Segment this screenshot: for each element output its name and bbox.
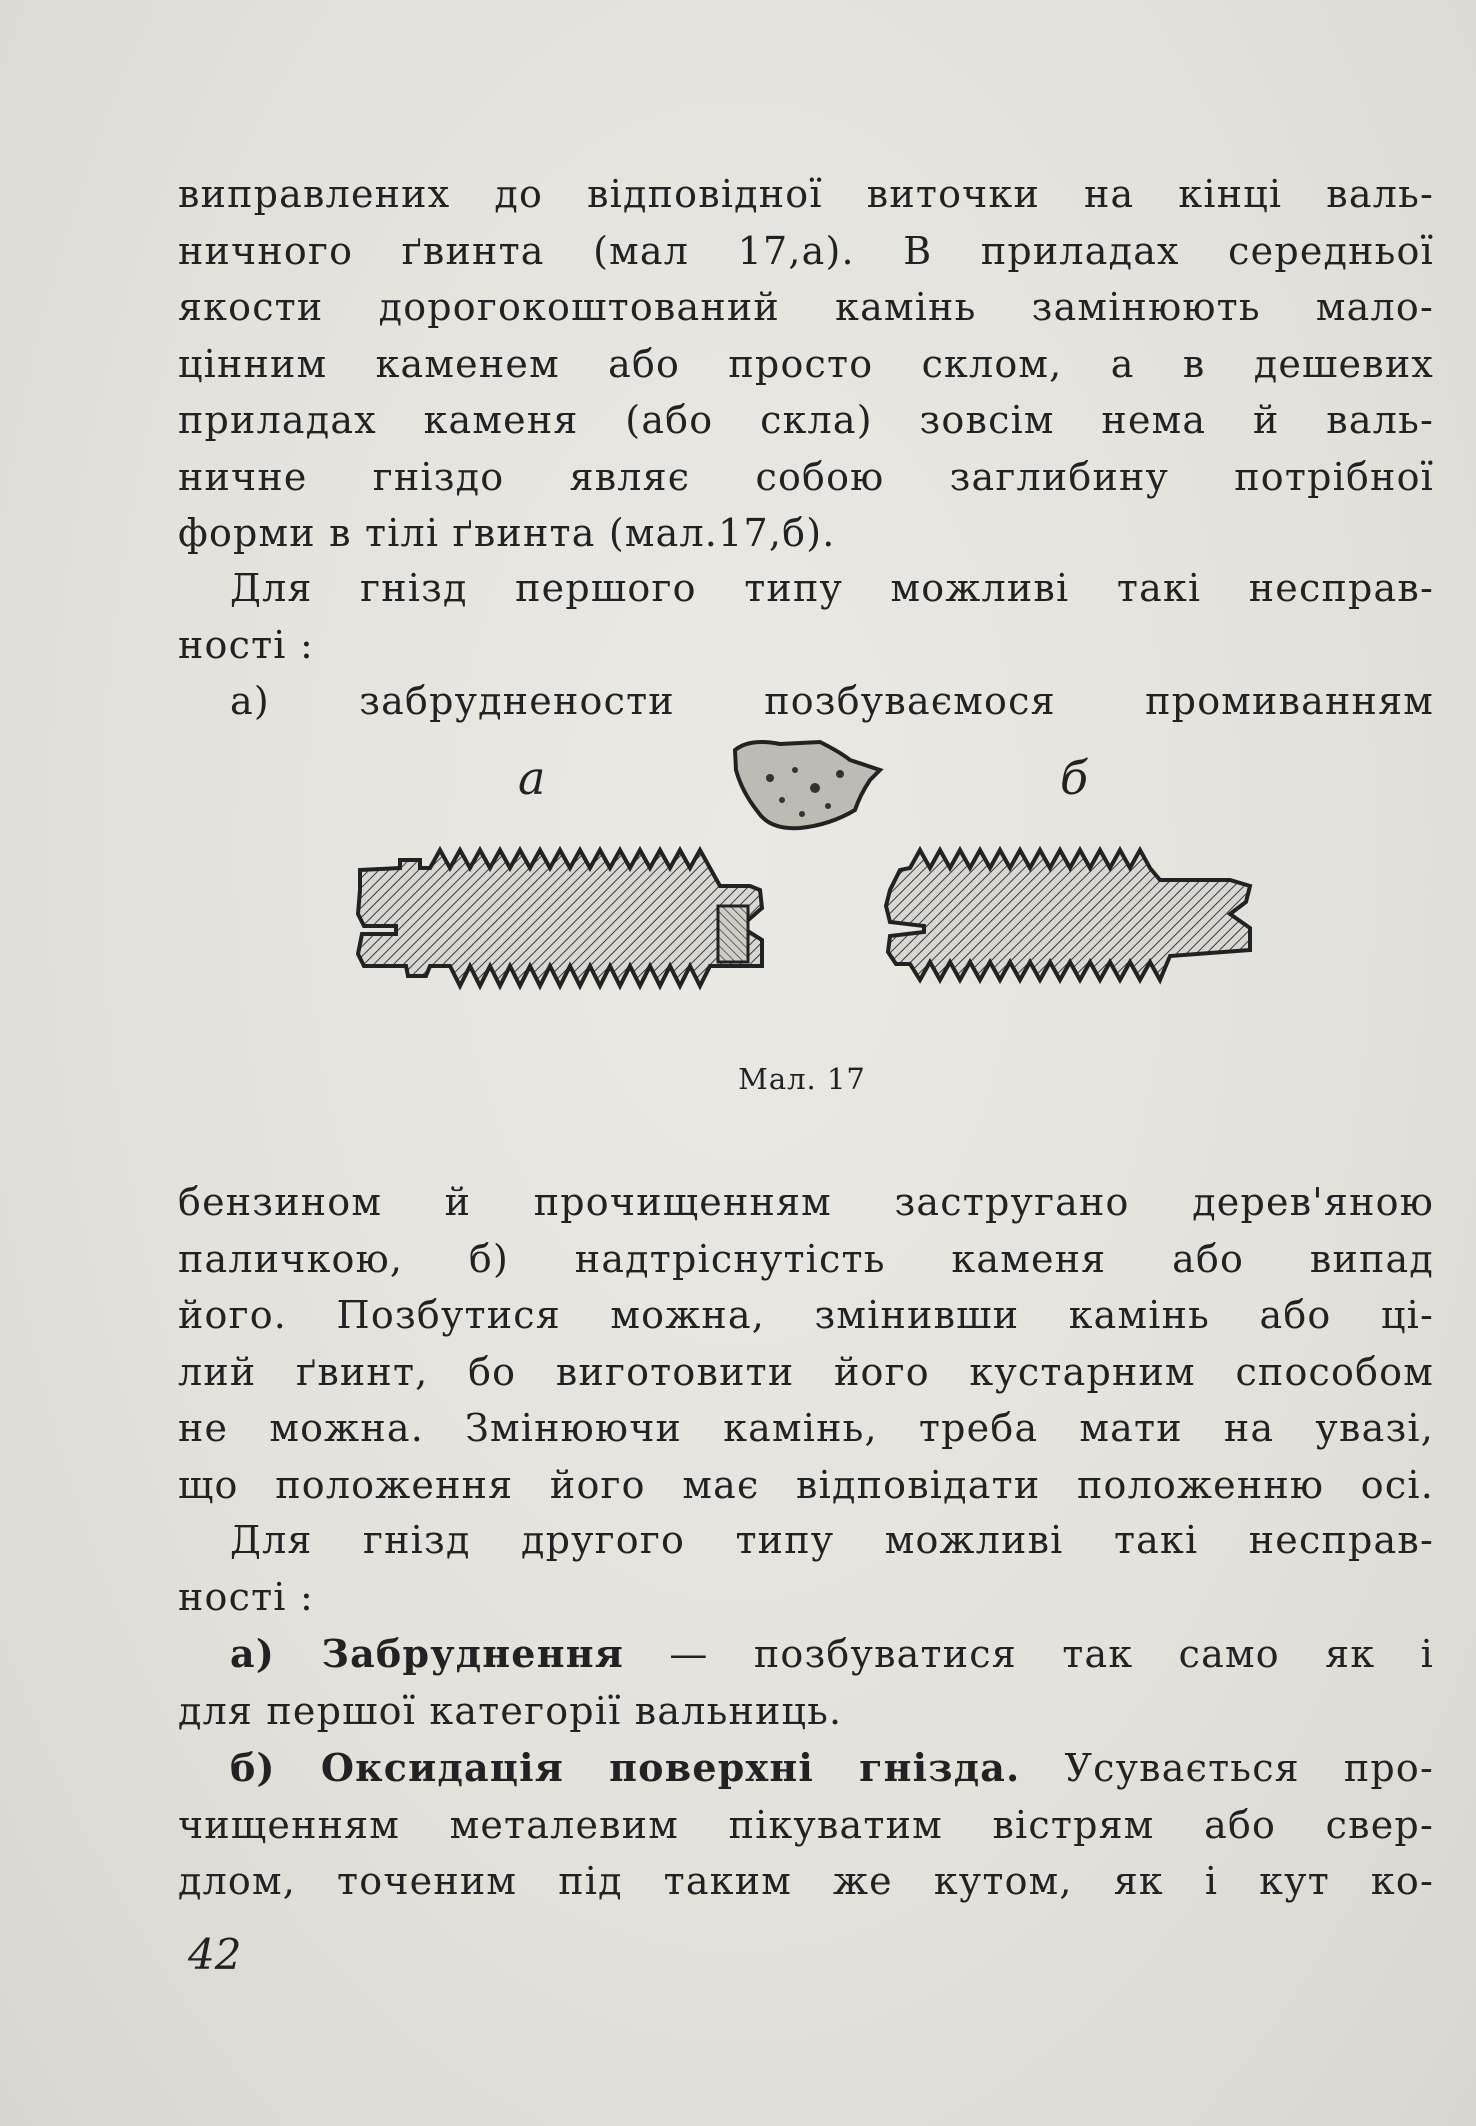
screw-b-icon: [886, 850, 1250, 980]
text-line: паличкою, б) надтріснутість каменя або випад: [178, 1236, 1434, 1281]
paragraph-5: [178, 1626, 1434, 1739]
text-line: не можна. Змінюючи камінь, треба мати на увазі,: [178, 1406, 1434, 1450]
text-line: для першої категорії вальниць.: [178, 1688, 843, 1733]
text-line: цінним каменем або просто склом, а в дешевих: [178, 341, 1434, 386]
bold-heading: а) Забруднення: [230, 1631, 624, 1676]
paragraph-4: [178, 1512, 1434, 1625]
text-line: бензином й прочищенням застругано дерев'яною: [178, 1180, 1434, 1224]
text-line: його. Позбутися можна, змінивши камінь або ці-: [178, 1293, 1434, 1337]
bold-heading: б) Оксидація поверхні гнізда.: [230, 1745, 1021, 1790]
text-line: [178, 1626, 1434, 1683]
text-span: Усувається про-: [1020, 1746, 1434, 1790]
text-line: приладах каменя (або скла) зовсім нема й валь-: [178, 398, 1434, 442]
text-line: форми в тілі ґвинта (мал.17,б).: [178, 511, 836, 555]
text-line: лий ґвинт, бо виготовити його кустарним способом: [178, 1349, 1434, 1394]
paragraph-1: [178, 166, 1434, 562]
text-line: чищенням металевим пікуватим вістрям або свер-: [178, 1802, 1434, 1847]
screw-illustration: [350, 730, 1270, 1030]
text-line: [178, 1740, 1434, 1797]
text-span: — позбуватися так само як і: [624, 1632, 1435, 1676]
text-line: виправлених до відповідної виточки на кінці валь-: [178, 172, 1434, 216]
figure-17: [350, 730, 1270, 1030]
text-line: ничне гніздо являє собою заглибину потрібної: [178, 454, 1434, 499]
figure-caption: Мал. 17: [738, 1062, 866, 1096]
text-line: ничного ґвинта (мал 17,а). В приладах середньої: [178, 228, 1434, 273]
paragraph-2: [178, 560, 1434, 730]
figure-label-b: б: [1060, 751, 1089, 805]
text-line: ності :: [178, 622, 314, 667]
text-line: Для гнізд другого типу можливі такі несправ-: [230, 1518, 1434, 1562]
paragraph-6: [178, 1740, 1434, 1910]
text-line: якости дорогокоштований камінь замінюють мало-: [178, 285, 1434, 329]
figure-label-a: а: [518, 751, 546, 805]
text-line: Для гнізд першого типу можливі такі несправ-: [230, 566, 1434, 610]
text-line: ності :: [178, 1574, 314, 1619]
page-number: 42: [188, 1930, 242, 1979]
text-line: длом, точеним під таким же кутом, як і кут ко-: [178, 1859, 1434, 1903]
text-line: що положення його має відповідати положенню осі.: [178, 1462, 1434, 1507]
text-line: а) забруднености позбуваємося промиванням: [230, 679, 1434, 723]
paragraph-3: [178, 1174, 1434, 1513]
jewel-stone-icon: [735, 742, 880, 828]
screw-a-icon: [358, 850, 762, 986]
